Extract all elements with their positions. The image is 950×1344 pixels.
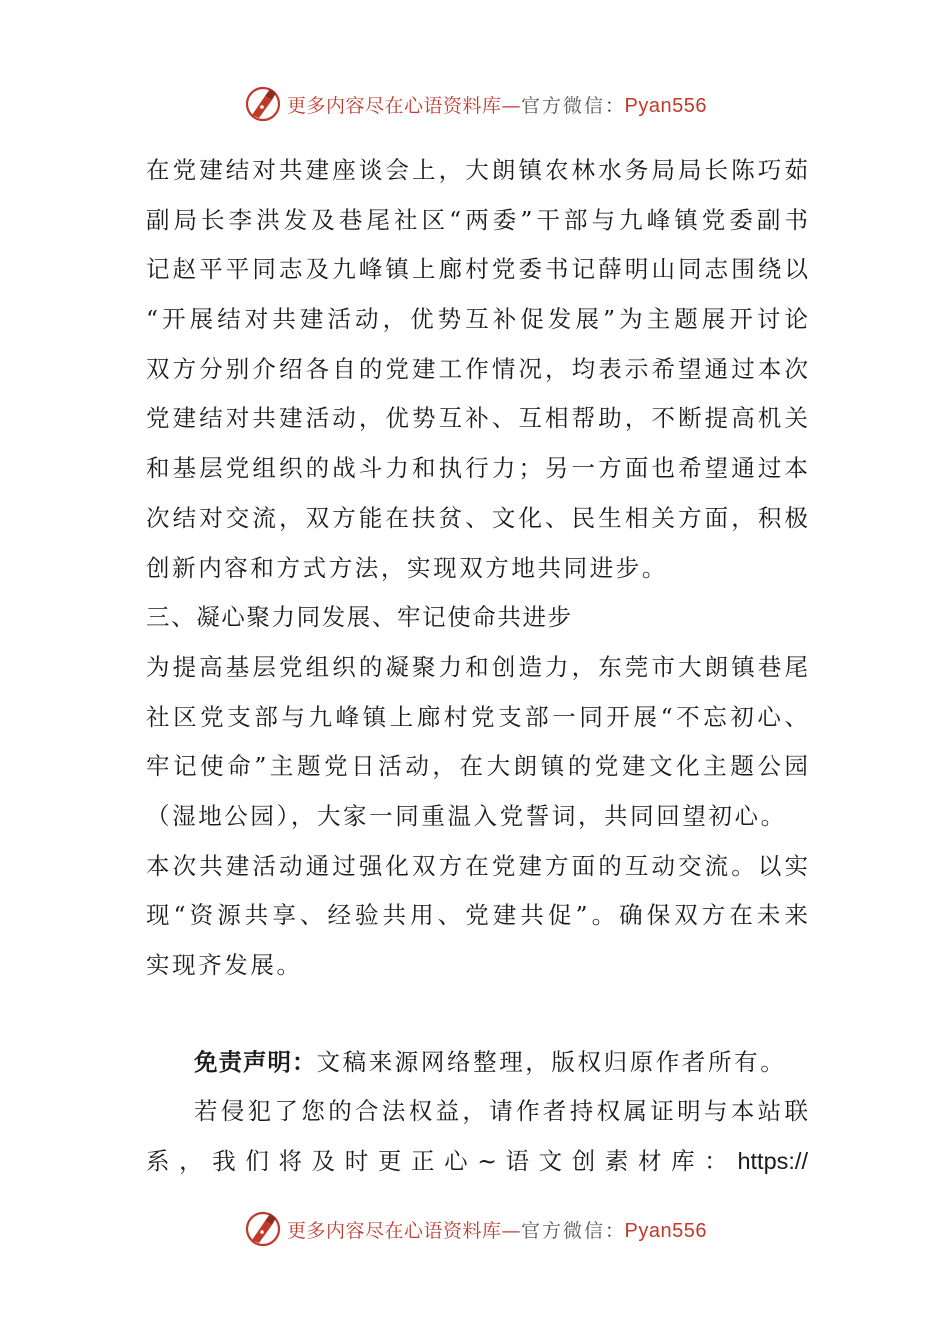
banner-separator: ： — [605, 1219, 625, 1242]
pen-nib-logo-icon — [243, 1209, 283, 1249]
body-line: 记赵平平同志及九峰镇上廊村党委书记薛明山同志围绕以 — [146, 255, 808, 284]
banner-wechat-label: 官方微信 — [521, 1219, 606, 1242]
footer-watermark-banner — [0, 1207, 950, 1251]
disclaimer-text: 文稿来源网络整理，版权归原作者所有。 — [316, 1047, 787, 1076]
body-line: 社区党支部与九峰镇上廊村党支部一同开展“不忘初心、 — [146, 702, 808, 731]
banner-separator: ： — [605, 94, 625, 117]
body-line: 现“资源共享、经验共用、党建共促”。确保双方在未来 — [146, 901, 808, 930]
disclaimer-url[interactable]: https:// — [737, 1148, 808, 1175]
body-line: 实现齐发展。 — [146, 951, 303, 979]
banner-dash: — — [501, 94, 521, 117]
body-line: “开展结对共建活动，优势互补促发展”为主题展开讨论 — [146, 305, 808, 334]
body-line: 和基层党组织的战斗力和执行力；另一方面也希望通过本 — [146, 454, 808, 483]
disclaimer-contact-text: 系 ， 我 们 将 及 时 更 正 心 ~ 语 文 创 素 材 库 ： — [146, 1147, 729, 1176]
paragraph-spacer — [146, 991, 808, 1038]
body-line: 在党建结对共建座谈会上，大朗镇农林水务局局长陈巧茹 — [146, 156, 808, 184]
body-line: 牢记使命”主题党日活动，在大朗镇的党建文化主题公园 — [146, 752, 808, 781]
banner-dash: — — [501, 1219, 521, 1242]
body-line: 本次共建活动通过强化双方在党建方面的互动交流。以实 — [146, 851, 808, 880]
banner-brand-text: 更多内容尽在心语资料库 — [286, 1219, 502, 1242]
pen-nib-logo-icon — [243, 84, 283, 124]
body-line: 次结对交流，双方能在扶贫、文化、民生相关方面，积极 — [146, 503, 808, 532]
banner-brand-text: 更多内容尽在心语资料库 — [286, 94, 502, 117]
disclaimer-line-1 — [146, 1038, 808, 1088]
document-body — [146, 146, 808, 1187]
body-line: 为提高基层党组织的凝聚力和创造力，东莞市大朗镇巷尾 — [146, 652, 808, 681]
banner-wechat-id: Pyan556 — [624, 94, 707, 117]
body-line: 党建结对共建活动，优势互补、互相帮助，不断提高机关 — [146, 404, 808, 433]
header-watermark-banner — [0, 82, 950, 126]
disclaimer-label: 免责声明： — [194, 1047, 317, 1076]
body-line: 创新内容和方式方法，实现双方地共同进步。 — [146, 553, 668, 582]
disclaimer-line-3 — [146, 1137, 808, 1187]
disclaimer-line-2: 若侵犯了您的合法权益，请作者持权属证明与本站联 — [194, 1097, 808, 1126]
banner-wechat-label: 官方微信 — [521, 94, 606, 117]
body-line: 双方分别介绍各自的党建工作情况，均表示希望通过本次 — [146, 354, 808, 383]
body-line: （湿地公园），大家一同重温入党誓词，共同回望初心。 — [146, 801, 787, 830]
body-line: 副局长李洪发及巷尾社区“两委”干部与九峰镇党委副书 — [146, 205, 808, 234]
banner-wechat-id: Pyan556 — [624, 1219, 707, 1242]
section-heading: 三、凝心聚力同发展、牢记使命共进步 — [146, 603, 573, 632]
